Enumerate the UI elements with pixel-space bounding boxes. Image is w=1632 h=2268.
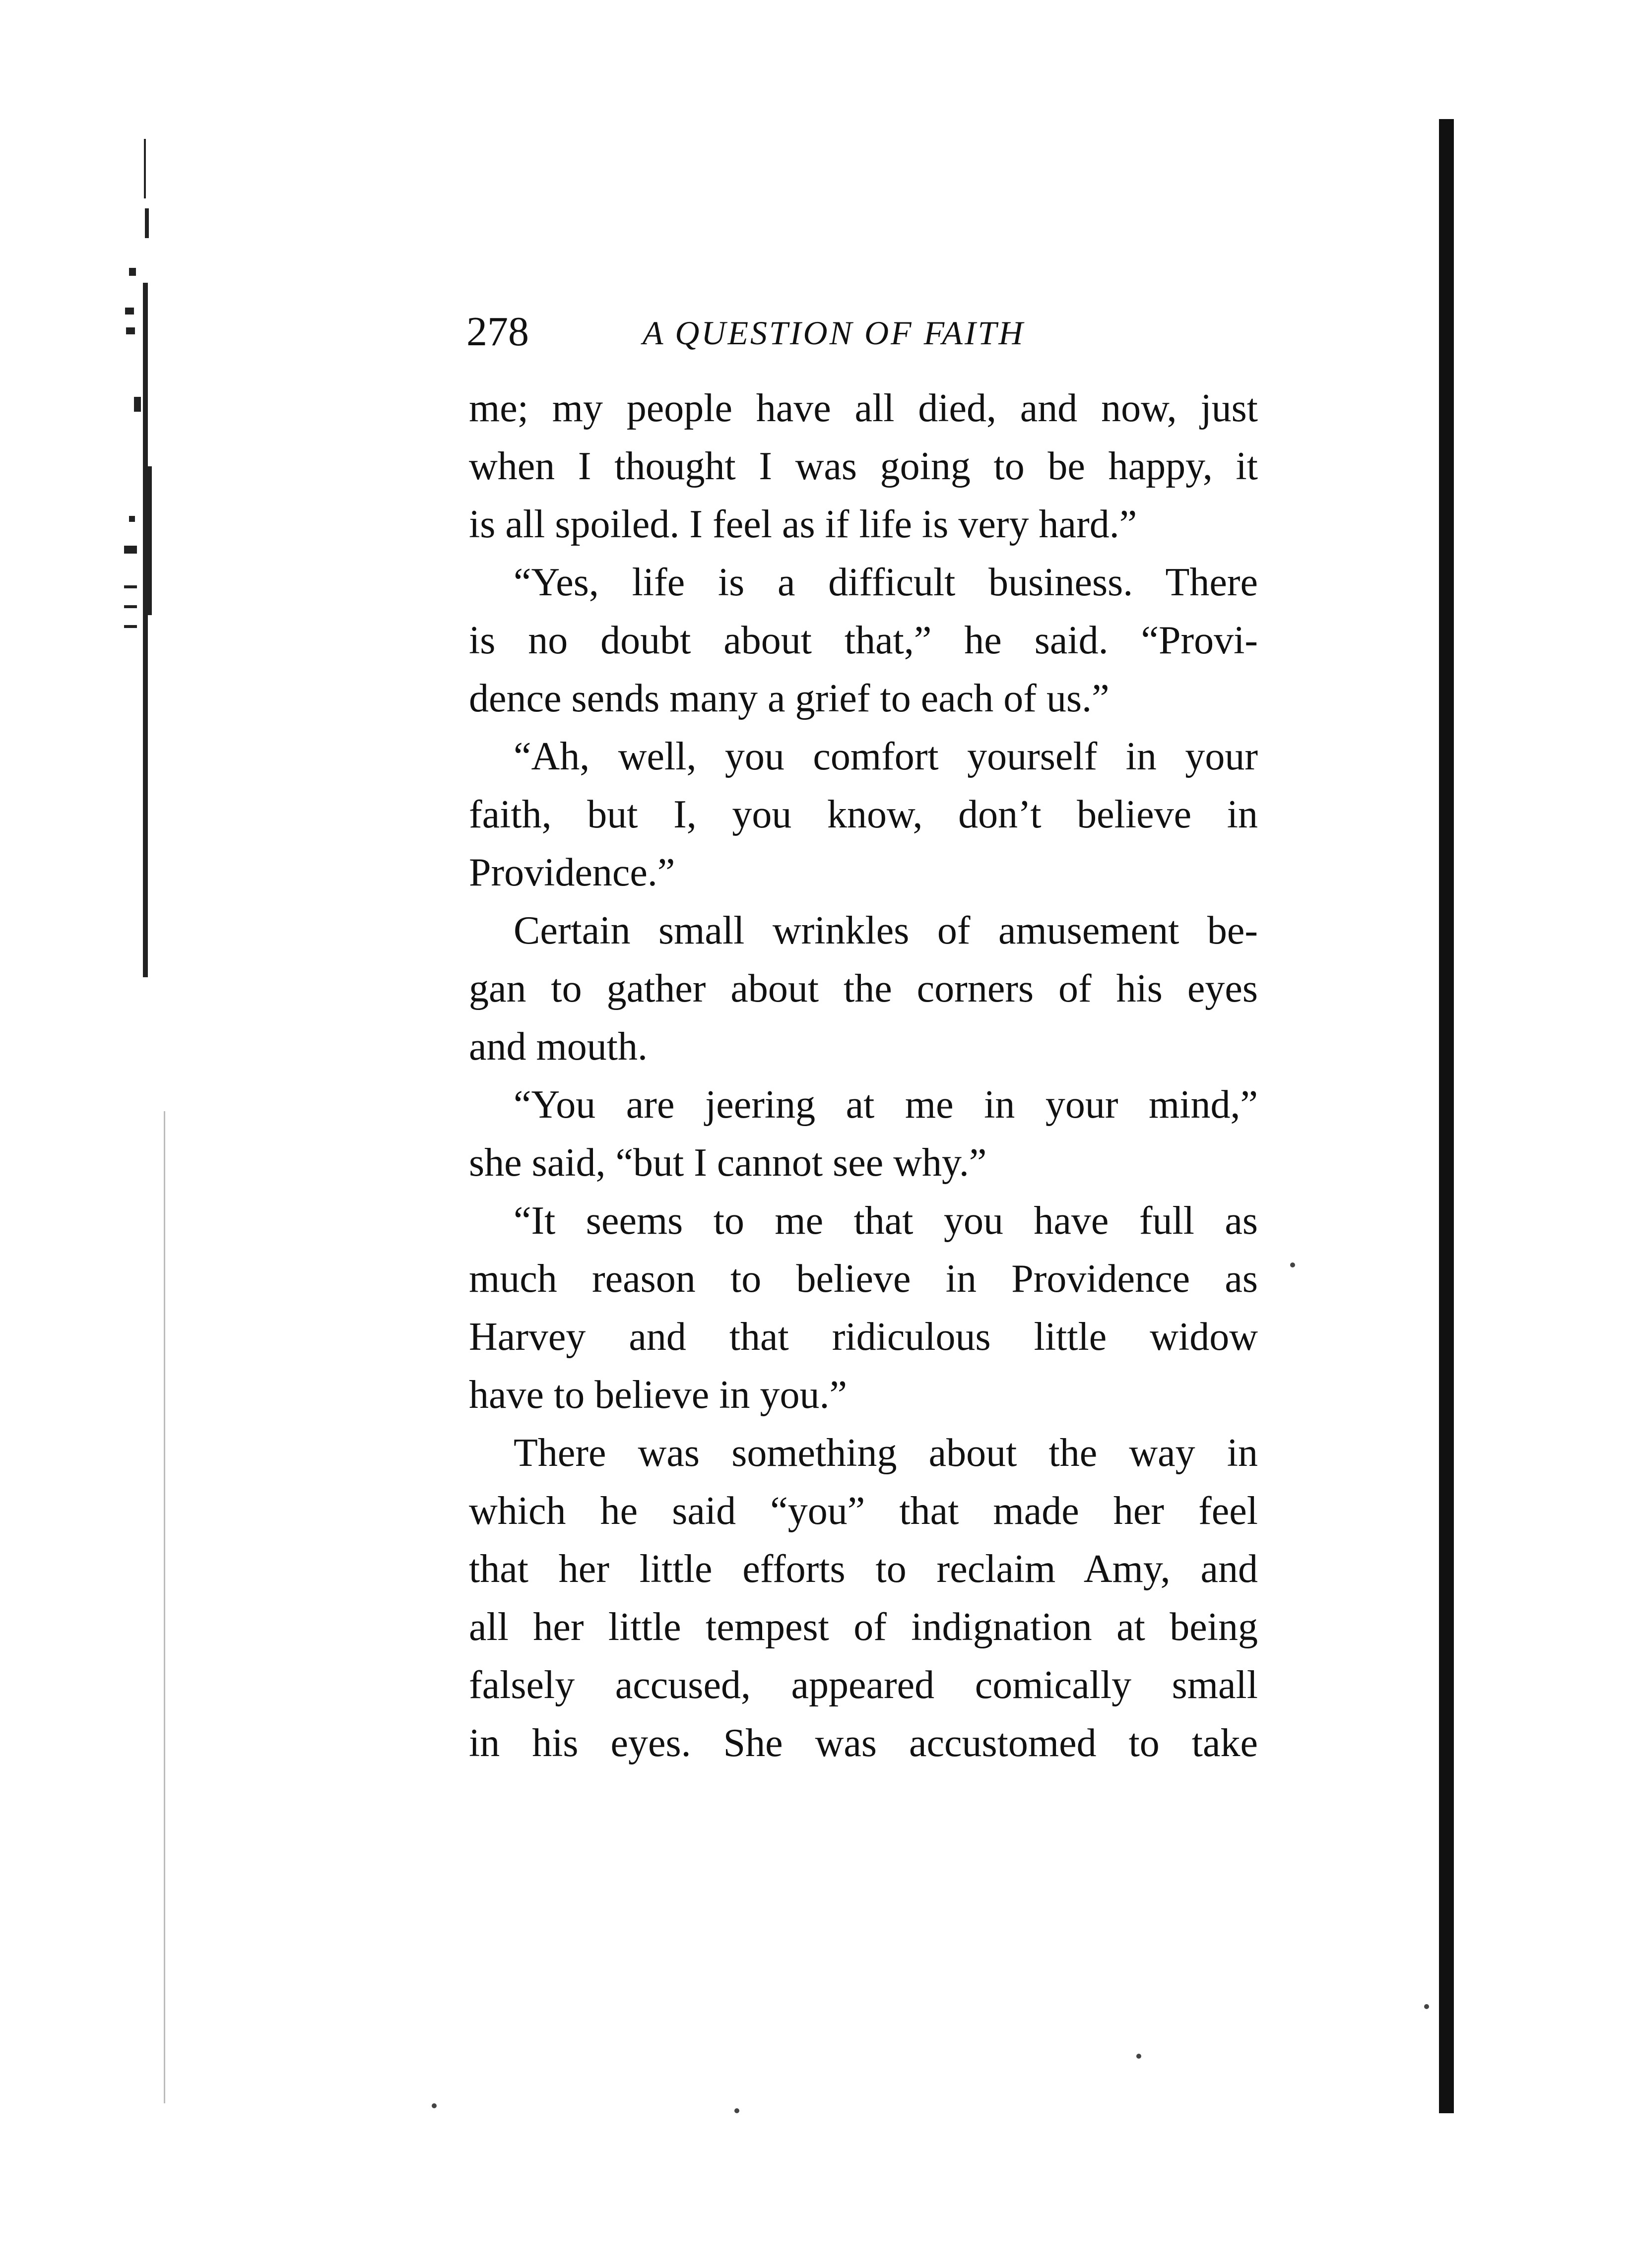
text-line: Providence.” <box>469 851 675 894</box>
text-line: “Ah, well, you comfort yourself in your <box>514 735 1258 778</box>
text-line: me; my people have all died, and now, just <box>469 386 1258 430</box>
text-line: which he said “you” that made her feel <box>469 1489 1258 1533</box>
text-line: dence sends many a grief to each of us.” <box>469 677 1110 720</box>
text-line: much reason to believe in Providence as <box>469 1257 1258 1301</box>
text-line: all her little tempest of indignation at being <box>469 1605 1258 1649</box>
text-line: gan to gather about the corners of his eyes <box>469 967 1258 1010</box>
text-line: she said, “but I cannot see why.” <box>469 1141 987 1185</box>
text-line: that her little efforts to reclaim Amy, and <box>469 1547 1258 1591</box>
text-line: faith, but I, you know, don’t believe in <box>469 793 1258 836</box>
running-title: A QUESTION OF FAITH <box>643 314 1025 352</box>
text-line: “It seems to me that you have full as <box>514 1199 1258 1243</box>
text-line: and mouth. <box>469 1025 648 1069</box>
text-line: Certain small wrinkles of amusement be- <box>514 909 1258 952</box>
text-line: is all spoiled. I feel as if life is very hard.” <box>469 503 1137 546</box>
text-line: There was something about the way in <box>514 1431 1258 1475</box>
text-line: “You are jeering at me in your mind,” <box>514 1083 1258 1127</box>
text-line: is no doubt about that,” he said. “Provi- <box>469 619 1258 662</box>
body-text <box>469 379 1258 1772</box>
page-header <box>466 308 1260 367</box>
text-line: have to believe in you.” <box>469 1373 847 1417</box>
text-line: in his eyes. She was accustomed to take <box>469 1721 1258 1765</box>
text-line: falsely accused, appeared comically small <box>469 1663 1258 1707</box>
page-number: 278 <box>466 309 529 355</box>
text-line: Harvey and that ridiculous little widow <box>469 1315 1258 1359</box>
page-edge-rule <box>1439 119 1454 2113</box>
text-line: “Yes, life is a difficult business. There <box>514 561 1258 604</box>
scan-gutter-marks <box>114 119 179 2153</box>
text-line: when I thought I was going to be happy, it <box>469 444 1258 488</box>
